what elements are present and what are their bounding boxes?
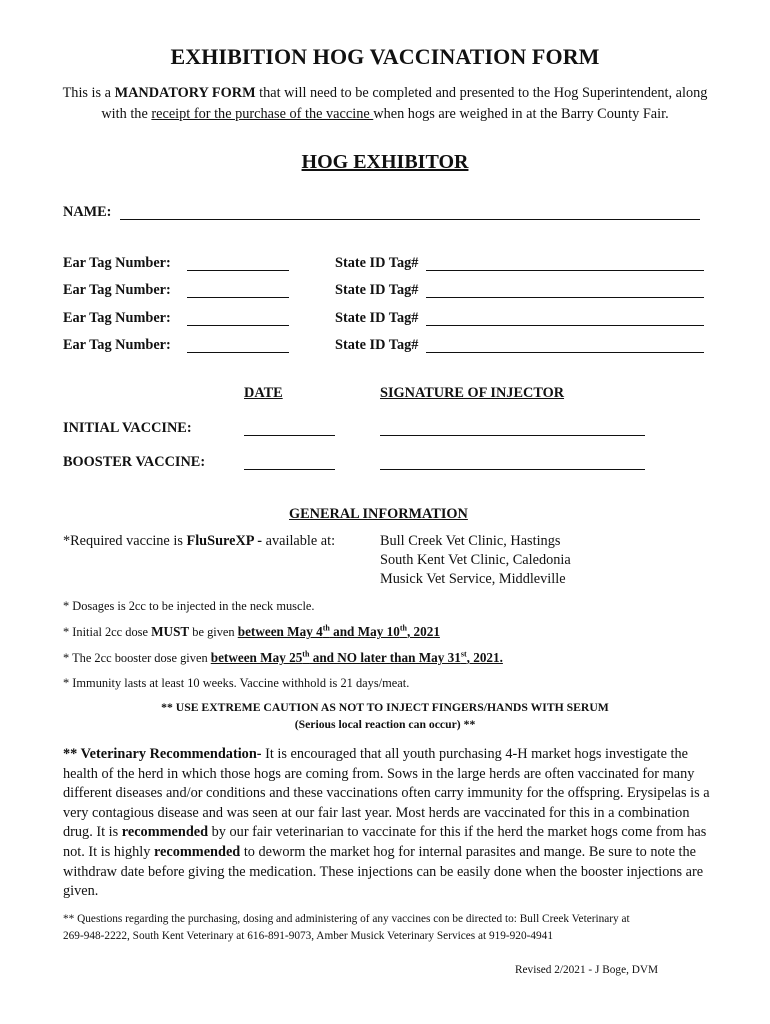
ear-tag-field[interactable] xyxy=(187,256,289,271)
date-text: and May 10 xyxy=(329,624,400,639)
ear-tag-label: Ear Tag Number: xyxy=(63,337,171,353)
general-information-heading: GENERAL INFORMATION xyxy=(289,506,468,522)
booster-date-range xyxy=(211,650,503,665)
note-text: be given xyxy=(189,625,238,639)
initial-dose-note xyxy=(63,624,440,640)
required-vaccine-line xyxy=(63,533,335,550)
initial-vaccine-signature-field[interactable] xyxy=(380,421,645,436)
revision-note: Revised 2/2021 - J Boge, DVM xyxy=(515,964,659,976)
recommendation-text: It is encouraged that all youth purchasing 4-H market hogs investigate the health of the herd in which those hogs are coming from. Sows in the large herds are often vaccinated for many different diseases and/or conditions and these vaccinations often carry immunity for the offspring. Erysipelas is a very contagious disease and was seen at our fair last year. Most herds are vaccinated for this in a combination drug. It is xyxy=(63,746,710,841)
note-text: * Initial 2cc dose xyxy=(63,625,152,639)
veterinary-recommendation-paragraph xyxy=(63,745,713,902)
initial-date-range xyxy=(238,624,440,639)
state-id-label: State ID Tag# xyxy=(335,337,419,353)
state-id-field[interactable] xyxy=(426,256,704,271)
mandatory-form-text: MANDATORY FORM xyxy=(114,85,256,101)
must-text: MUST xyxy=(151,624,190,639)
clinic-list-item: Musick Vet Service, Middleville xyxy=(380,571,566,587)
ear-tag-label: Ear Tag Number: xyxy=(63,310,171,326)
booster-vaccine-signature-field[interactable] xyxy=(380,455,645,470)
questions-line: ** Questions regarding the purchasing, dosing and administering of any vaccines con be directed to: Bull Creek Veterinary at xyxy=(63,913,630,925)
state-id-label: State ID Tag# xyxy=(335,282,419,298)
state-id-label: State ID Tag# xyxy=(335,255,419,271)
recommended-text: recommended xyxy=(121,824,209,841)
state-id-label: State ID Tag# xyxy=(335,310,419,326)
vaccine-name: FluSureXP - xyxy=(186,533,266,549)
form-title: EXHIBITION HOG VACCINATION FORM xyxy=(170,44,600,69)
recommendation-text: to deworm the market hog for internal parasites and mange. Be sure to note the withdraw date before giving the medication. These injections can be easily done when the booster injections are given. xyxy=(63,843,704,900)
date-text: between May 25 xyxy=(210,650,303,665)
available-at-text: available at: xyxy=(265,533,336,549)
date-suffix: th xyxy=(322,623,330,633)
initial-vaccine-date-field[interactable] xyxy=(244,421,335,436)
name-field[interactable] xyxy=(120,205,700,220)
intro-paragraph xyxy=(60,83,710,125)
recommendation-heading: ** Veterinary Recommendation- xyxy=(63,746,262,762)
ear-tag-label: Ear Tag Number: xyxy=(63,282,171,298)
clinic-list-item: Bull Creek Vet Clinic, Hastings xyxy=(380,533,561,549)
hog-exhibitor-heading: HOG EXHIBITOR xyxy=(301,151,469,173)
intro-text: when hogs are weighed in at the Barry County Fair. xyxy=(373,106,669,122)
note-text: * The 2cc booster dose given xyxy=(63,651,211,665)
date-text: , 2021. xyxy=(466,650,503,665)
recommendation-text: by our fair veterinarian to vaccinate for this if the herd the market hogs come from has not. It is highly xyxy=(63,824,707,860)
date-text: between May 4 xyxy=(237,624,323,639)
recommended-text: recommended xyxy=(153,843,241,860)
dosage-note: * Dosages is 2cc to be injected in the neck muscle. xyxy=(63,599,315,613)
booster-dose-note xyxy=(63,650,503,666)
signature-column-header: SIGNATURE OF INJECTOR xyxy=(380,385,565,401)
intro-text: that will need to be completed and presented to the Hog Superintendent, along with the xyxy=(101,85,708,122)
questions-contacts-line: 269-948-2222, South Kent Veterinary at 616-891-9073, Amber Musick Veterinary Services at 919-920-4941 xyxy=(63,930,553,942)
name-label: NAME: xyxy=(63,204,112,220)
ear-tag-field[interactable] xyxy=(187,311,289,326)
ear-tag-label: Ear Tag Number: xyxy=(63,255,171,271)
intro-text: This is a xyxy=(62,85,115,101)
date-text: , 2021 xyxy=(406,624,440,639)
date-suffix: th xyxy=(302,649,310,659)
initial-vaccine-label: INITIAL VACCINE: xyxy=(63,420,192,436)
state-id-field[interactable] xyxy=(426,311,704,326)
caution-subline: (Serious local reaction can occur) ** xyxy=(294,718,476,731)
booster-vaccine-label: BOOSTER VACCINE: xyxy=(63,454,206,470)
caution-line: ** USE EXTREME CAUTION AS NOT TO INJECT FINGERS/HANDS WITH SERUM xyxy=(161,701,609,714)
immunity-note: * Immunity lasts at least 10 weeks. Vaccine withhold is 21 days/meat. xyxy=(63,676,410,690)
date-suffix: th xyxy=(399,623,407,633)
date-suffix: st xyxy=(460,649,467,659)
state-id-field[interactable] xyxy=(426,338,704,353)
required-vaccine-text: *Required vaccine is xyxy=(63,533,187,549)
date-text: and NO later than May 31 xyxy=(309,650,461,665)
booster-vaccine-date-field[interactable] xyxy=(244,455,335,470)
state-id-field[interactable] xyxy=(426,283,704,298)
ear-tag-field[interactable] xyxy=(187,283,289,298)
clinic-list-item: South Kent Vet Clinic, Caledonia xyxy=(380,552,571,568)
date-column-header: DATE xyxy=(244,385,283,401)
receipt-text: receipt for the purchase of the vaccine xyxy=(151,106,374,122)
ear-tag-field[interactable] xyxy=(187,338,289,353)
